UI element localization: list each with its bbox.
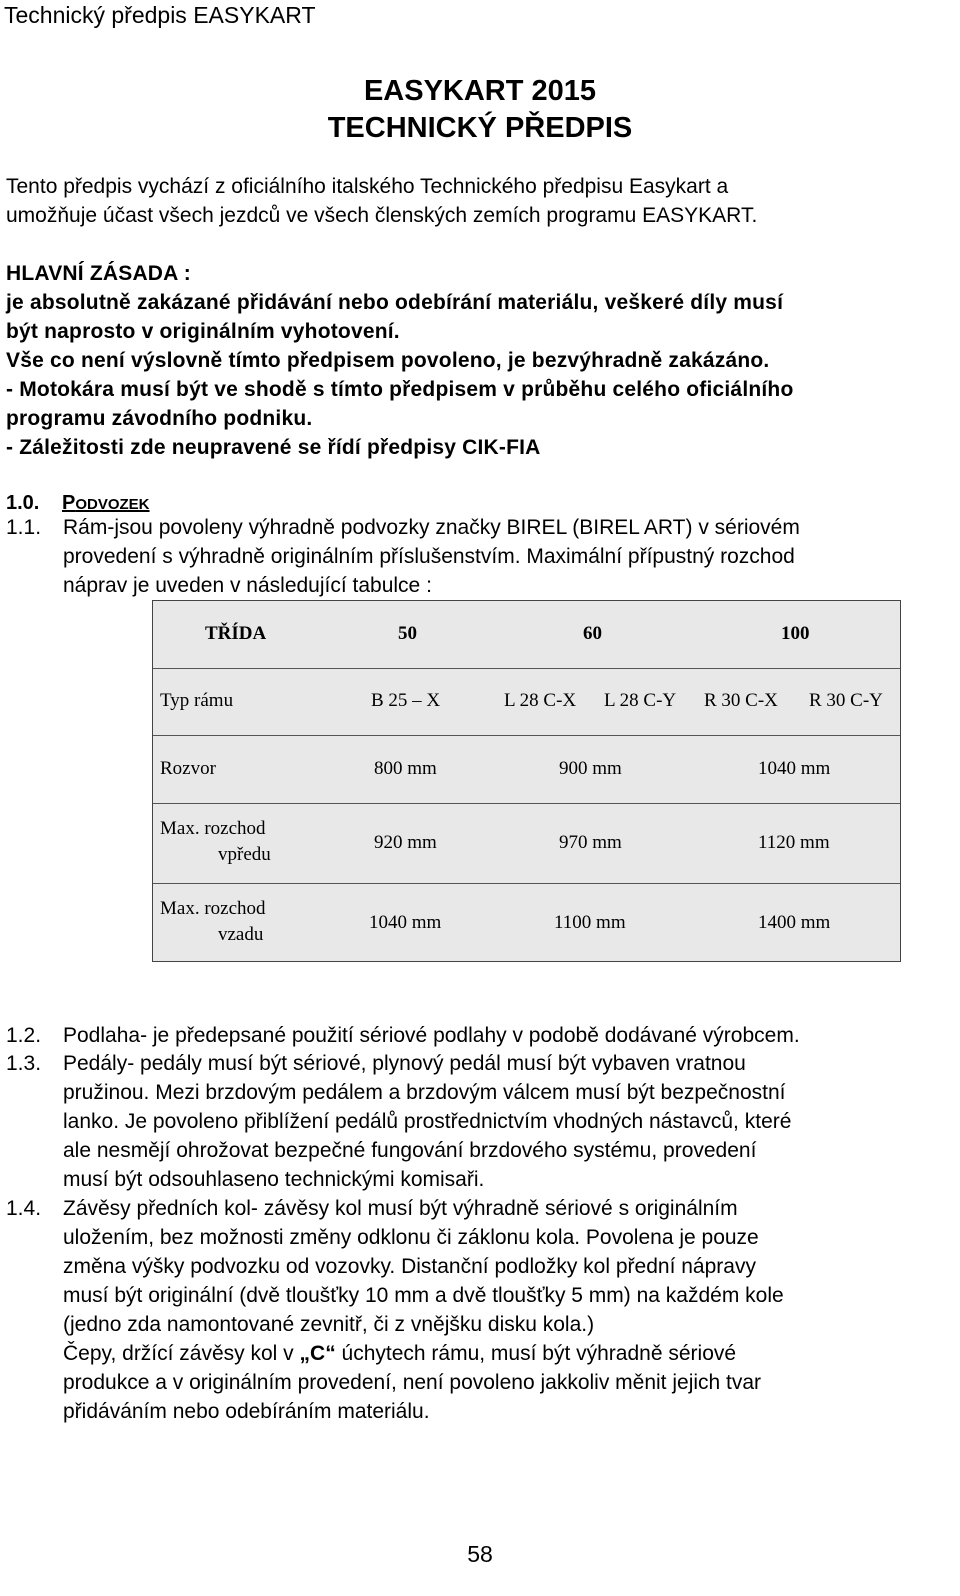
row-label: Max. rozchod bbox=[160, 898, 266, 919]
table-cell: 1120 mm bbox=[758, 832, 830, 853]
item-line: náprav je uveden v následující tabulce : bbox=[63, 574, 432, 597]
item-line: Rám-jsou povoleny výhradně podvozky značky BIREL (BIREL ART) v sériovém bbox=[63, 516, 800, 539]
item-line: přidáváním nebo odebíráním materiálu. bbox=[63, 1400, 430, 1423]
item-text-bold: „C“ bbox=[299, 1342, 336, 1365]
table-header-cell: 60 bbox=[583, 623, 602, 644]
intro-line: Tento předpis vychází z oficiálního italského Technického předpisu Easykart a bbox=[6, 175, 729, 198]
item-line: uložením, bez možnosti změny odklonu či záklonu kola. Povolena je pouze bbox=[63, 1226, 759, 1249]
section-number: 1.0. bbox=[6, 492, 40, 514]
document-title: EASYKART 2015 bbox=[363, 75, 597, 107]
rule-line: je absolutně zakázané přidávání nebo odebírání materiálu, veškeré díly musí bbox=[6, 291, 784, 314]
table-header-row bbox=[153, 601, 900, 668]
table-cell: R 30 C-X bbox=[704, 690, 778, 711]
item-line: ale nesmějí ohrožovat bezpečné fungování brzdového systému, provedení bbox=[63, 1139, 757, 1162]
section-title bbox=[62, 492, 150, 514]
table-cell: L 28 C-Y bbox=[604, 690, 677, 711]
table-header-class: TŘÍDA bbox=[205, 623, 267, 644]
item-number: 1.1. bbox=[6, 516, 42, 539]
item-number: 1.2. bbox=[6, 1024, 42, 1047]
item-line: Podlaha- je předepsané použití sériové podlahy v podobě dodávané výrobcem. bbox=[63, 1024, 800, 1047]
rule-line: být naprosto v originálním vyhotovení. bbox=[6, 320, 400, 343]
table-header-cell: 100 bbox=[781, 623, 810, 644]
item-line: pružinou. Mezi brzdovým pedálem a brzdovým válcem musí být bezpečnostní bbox=[63, 1081, 786, 1104]
item-line: změna výšky podvozku od vozovky. Distanční podložky kol přední nápravy bbox=[63, 1255, 756, 1278]
item-1-3 bbox=[6, 1049, 950, 1194]
intro-paragraph bbox=[6, 172, 946, 230]
table-cell: L 28 C-X bbox=[504, 690, 577, 711]
item-number: 1.3. bbox=[6, 1052, 42, 1075]
section-title-initial: P bbox=[62, 492, 76, 514]
table-cell: B 25 – X bbox=[371, 690, 441, 711]
item-line: musí být originální (dvě tloušťky 10 mm a dvě tloušťky 5 mm) na každém kole bbox=[63, 1284, 784, 1307]
item-1-4 bbox=[6, 1194, 950, 1426]
row-label: vpředu bbox=[218, 844, 271, 865]
item-1-1 bbox=[6, 513, 950, 600]
item-text: Čepy, držící závěsy kol v bbox=[63, 1342, 300, 1365]
item-line: Závěsy předních kol- závěsy kol musí být výhradně sériové s originálním bbox=[63, 1197, 738, 1220]
table-cell: 1040 mm bbox=[758, 758, 831, 779]
table-cell: 900 mm bbox=[559, 758, 622, 779]
document-subtitle: TECHNICKÝ PŘEDPIS bbox=[327, 112, 633, 144]
row-label: Rozvor bbox=[160, 758, 216, 779]
page-number: 58 bbox=[467, 1541, 493, 1567]
row-label: Typ rámu bbox=[160, 690, 234, 711]
item-1-2 bbox=[6, 1021, 950, 1050]
item-line: lanko. Je povoleno přiblížení pedálů prostřednictvím vhodných nástavců, které bbox=[63, 1110, 792, 1133]
rule-line: Vše co není výslovně tímto předpisem povoleno, je bezvýhradně zakázáno. bbox=[6, 349, 770, 372]
table-row bbox=[153, 735, 900, 804]
item-line: produkce a v originálním provedení, není povoleno jakkoliv měnit jejich tvar bbox=[63, 1371, 762, 1394]
section-heading bbox=[6, 492, 150, 515]
item-line: provedení s výhradně originálním příslušenstvím. Maximální přípustný rozchod bbox=[63, 545, 795, 568]
intro-line: umožňuje účast všech jezdců ve všech členských zemích programu EASYKART. bbox=[6, 204, 758, 227]
rule-line: programu závodního podniku. bbox=[6, 407, 313, 430]
item-line: Pedály- pedály musí být sériové, plynový pedál musí být vybaven vratnou bbox=[63, 1052, 746, 1075]
table-row bbox=[153, 668, 900, 736]
item-line: (jedno zda namontované zevnitř, či z vnějšku disku kola.) bbox=[63, 1313, 595, 1336]
table-cell: 800 mm bbox=[374, 758, 437, 779]
item-text: úchytech rámu, musí být výhradně sériové bbox=[335, 1342, 737, 1365]
table-cell: R 30 C-Y bbox=[809, 690, 883, 711]
row-label: vzadu bbox=[218, 924, 264, 945]
row-label: Max. rozchod bbox=[160, 818, 266, 839]
table-row bbox=[153, 883, 900, 962]
table-cell: 1100 mm bbox=[554, 912, 626, 933]
rule-line: HLAVNÍ ZÁSADA : bbox=[6, 262, 191, 285]
rule-line: - Záležitosti zde neupravené se řídí předpisy CIK-FIA bbox=[6, 436, 541, 459]
table-row bbox=[153, 803, 900, 884]
running-head: Technický předpis EASYKART bbox=[4, 2, 316, 28]
table-cell: 1400 mm bbox=[758, 912, 831, 933]
item-line: musí být odsouhlaseno technickými komisaři. bbox=[63, 1168, 485, 1191]
track-width-table bbox=[152, 600, 901, 962]
main-principle bbox=[6, 259, 951, 462]
item-line bbox=[63, 1339, 950, 1368]
rule-line: - Motokára musí být ve shodě s tímto předpisem v průběhu celého oficiálního bbox=[6, 378, 794, 401]
table-cell: 920 mm bbox=[374, 832, 437, 853]
table-header-cell: 50 bbox=[398, 623, 417, 644]
item-number: 1.4. bbox=[6, 1197, 42, 1220]
table-cell: 1040 mm bbox=[369, 912, 442, 933]
section-title-rest: ODVOZEK bbox=[75, 496, 150, 513]
table-cell: 970 mm bbox=[559, 832, 622, 853]
